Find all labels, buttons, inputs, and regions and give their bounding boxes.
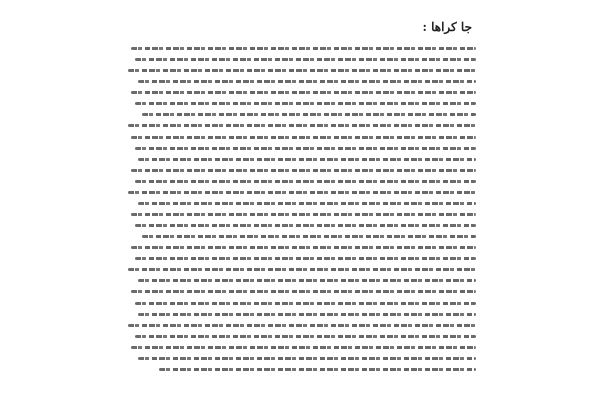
handwritten-line (138, 279, 476, 282)
handwritten-line (131, 213, 476, 216)
handwritten-line (138, 158, 476, 161)
handwritten-line (142, 235, 476, 238)
handwritten-line (128, 191, 476, 194)
handwritten-line (131, 246, 476, 249)
handwritten-line (142, 113, 476, 116)
handwritten-line (128, 124, 476, 127)
handwritten-line (128, 268, 476, 271)
handwritten-line (135, 257, 476, 260)
handwritten-body (124, 44, 476, 376)
page-title: جا کراها : (422, 20, 472, 34)
handwritten-line (128, 324, 476, 327)
handwritten-page (80, 0, 520, 400)
handwritten-line (138, 357, 476, 360)
handwritten-line (131, 169, 476, 172)
handwritten-line (135, 102, 476, 105)
handwritten-line (135, 147, 476, 150)
handwritten-line (131, 290, 476, 293)
handwritten-line (128, 69, 476, 72)
handwritten-line (131, 346, 476, 349)
handwritten-line (135, 180, 476, 183)
handwritten-line (159, 368, 476, 371)
handwritten-line (131, 136, 476, 139)
handwritten-line (131, 91, 476, 94)
handwritten-line (135, 58, 476, 61)
handwritten-line (135, 224, 476, 227)
handwritten-line (138, 202, 476, 205)
handwritten-line (135, 302, 476, 305)
handwritten-line (138, 80, 476, 83)
handwritten-line (131, 47, 476, 50)
handwritten-line (135, 335, 476, 338)
handwritten-line (138, 313, 476, 316)
